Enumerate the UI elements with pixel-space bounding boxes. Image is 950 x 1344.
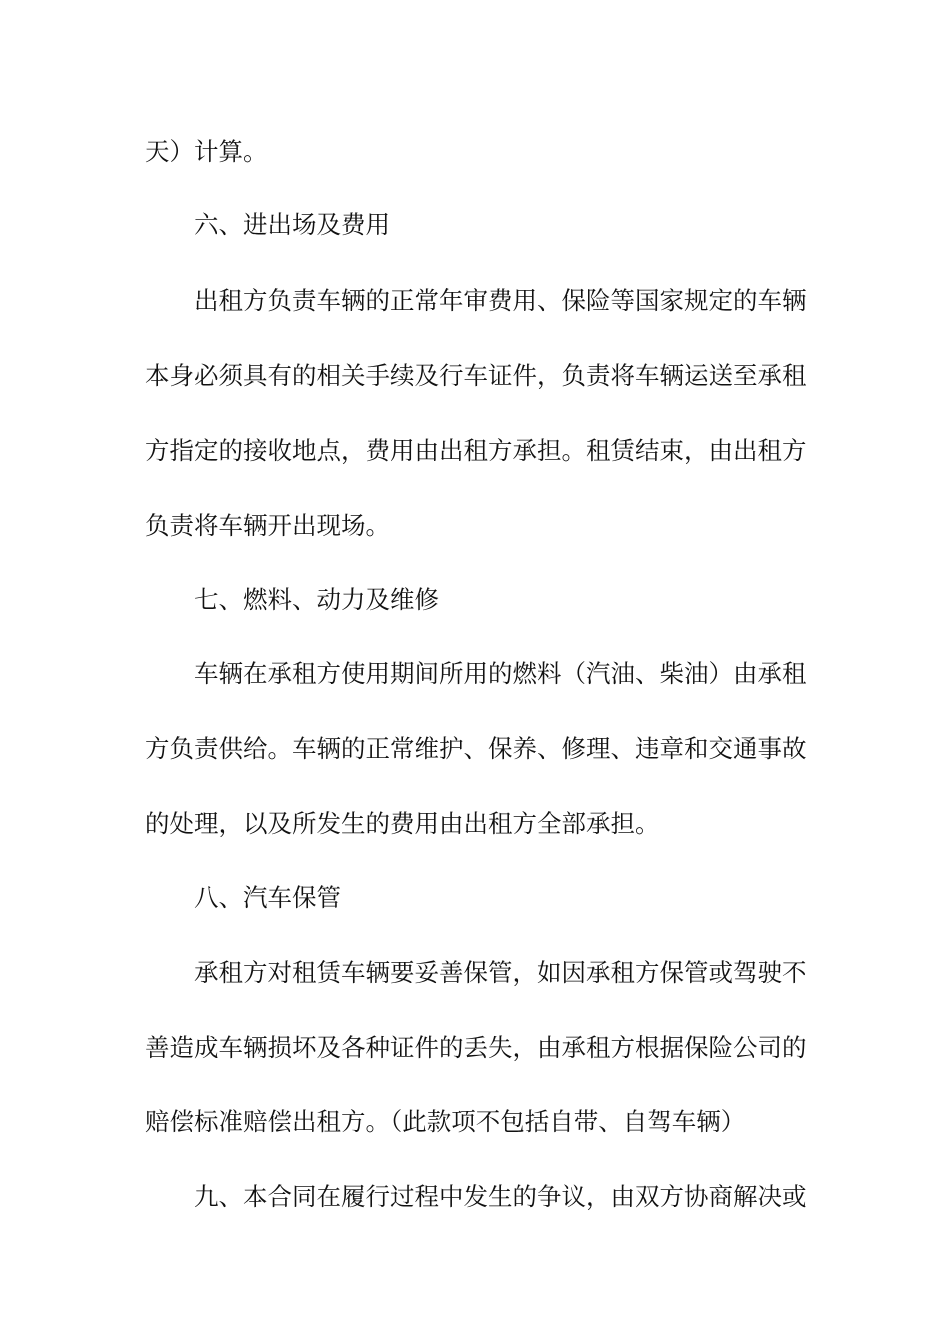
text-line: 承租方对租赁车辆要妥善保管，如因承租方保管或驾驶不 [194,958,807,987]
text-line: 车辆在承租方使用期间所用的燃料（汽油、柴油）由承租 [194,659,807,688]
section-heading: 八、汽车保管 [194,883,341,912]
text-line: 本身必须具有的相关手续及行车证件，负责将车辆运送至承租 [145,361,807,390]
section-heading: 六、进出场及费用 [194,210,390,239]
text-line: 出租方负责车辆的正常年审费用、保险等国家规定的车辆 [194,286,807,315]
text-line: 善造成车辆损坏及各种证件的丢失，由承租方根据保险公司的 [145,1033,807,1062]
text-line: 的处理，以及所发生的费用由出租方全部承担。 [145,809,660,838]
section-heading: 七、燃料、动力及维修 [194,585,439,614]
text-line: 赔偿标准赔偿出租方。（此款项不包括自带、自驾车辆） [145,1107,746,1136]
text-line: 负责将车辆开出现场。 [145,511,390,540]
text-line: 天）计算。 [145,137,268,166]
section-heading: 九、本合同在履行过程中发生的争议，由双方协商解决或 [194,1182,807,1211]
text-line: 方指定的接收地点，费用由出租方承担。租赁结束，由出租方 [145,436,807,465]
text-line: 方负责供给。车辆的正常维护、保养、修理、违章和交通事故 [145,734,807,763]
